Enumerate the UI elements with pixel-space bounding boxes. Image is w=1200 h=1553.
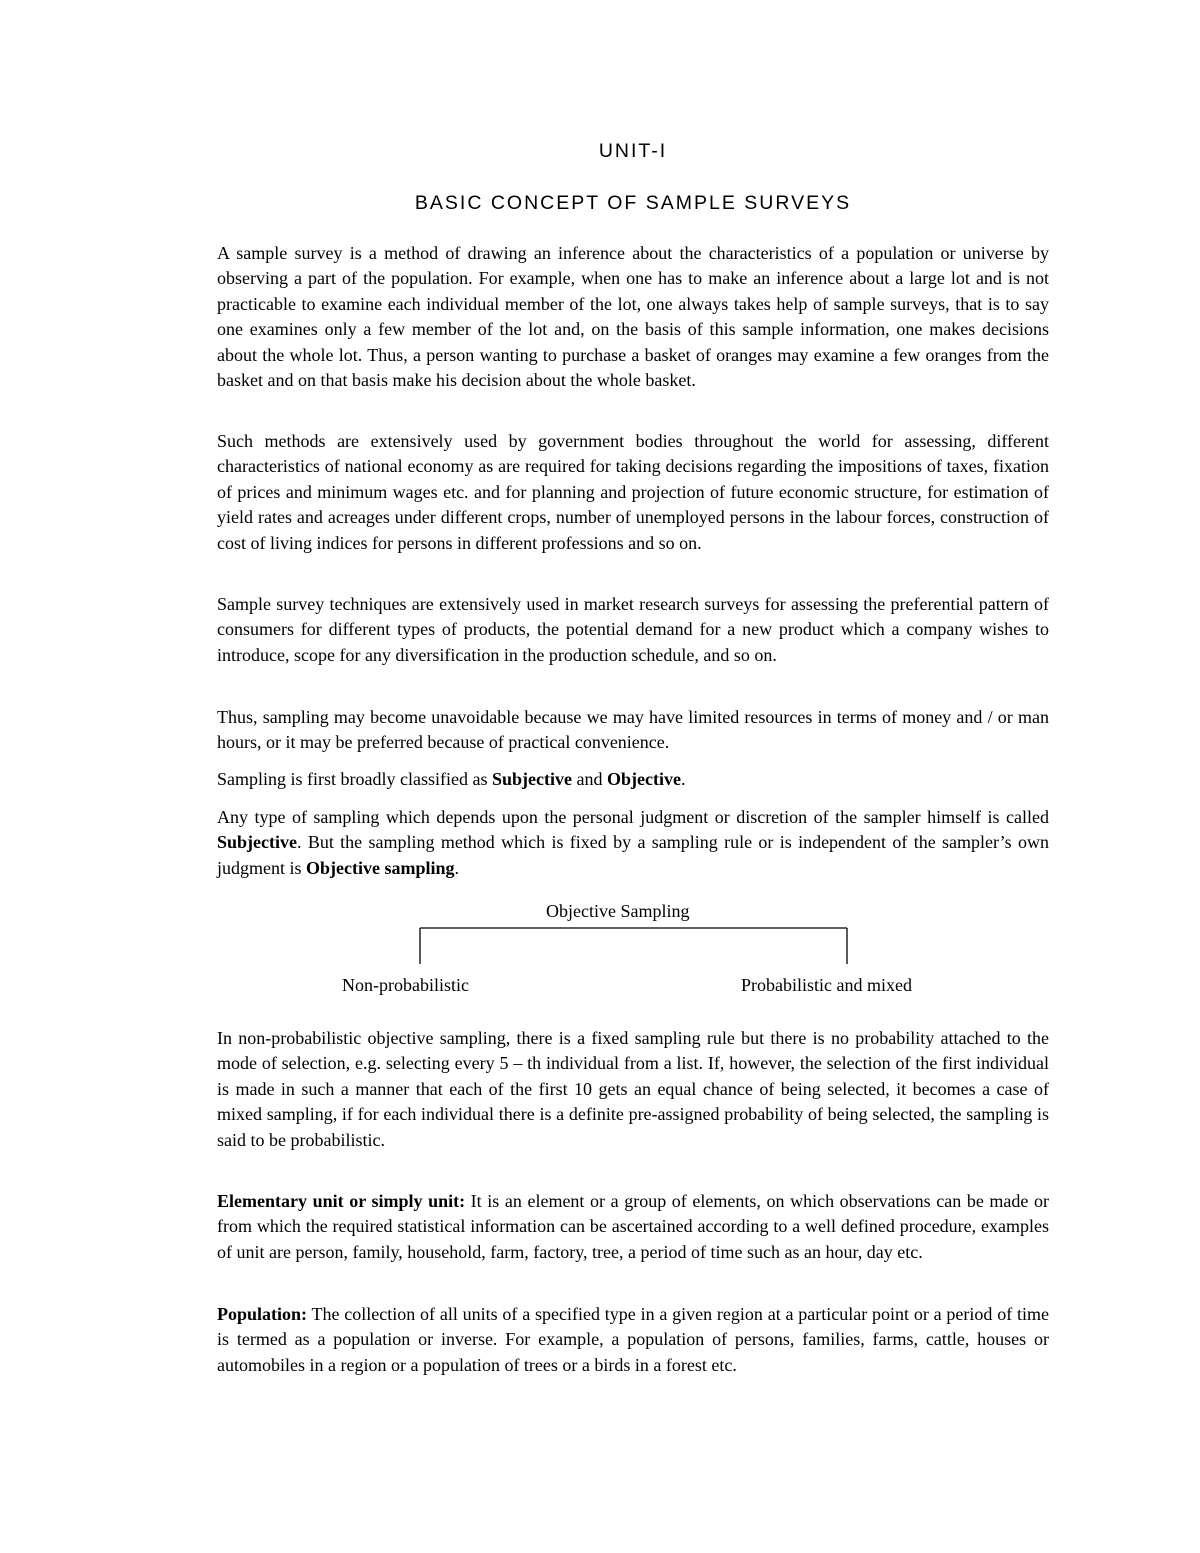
document-title: BASIC CONCEPT OF SAMPLE SURVEYS — [414, 192, 852, 214]
text-span: . But the sampling method which is fixed by a sampling rule or is independent of the sampler’s own judgment is — [217, 832, 1049, 878]
term-subjective: Subjective — [491, 769, 572, 789]
text-span: Sampling is first broadly classified as — [217, 769, 492, 789]
term-objective: Objective — [606, 769, 681, 789]
text-span: . — [454, 857, 459, 878]
text-span: . — [680, 769, 686, 789]
paragraph-population — [217, 1302, 1049, 1378]
paragraph-elementary-unit — [217, 1189, 1049, 1265]
term-population: Population: — [217, 1304, 308, 1324]
paragraph-government-use: Such methods are extensively used by government bodies throughout the world for assessing, different characteristics of national economy as are required for taking decisions regarding the impositions of taxes, fixation of prices and minimum wages etc. and for planning and projection of future economic structure, for estimation of yield rates and acreages under different crops, number of unemployed persons in the labour forces, construction of cost of living indices for persons in different professions and so on. — [217, 431, 1049, 553]
paragraph-sample-survey-definition: A sample survey is a method of drawing an inference about the characteristics of a population or universe by observing a part of the population. For example, when one has to make an inference about a large lot and is not practicable to examine each individual member of the lot, one always takes help of sample surveys, that is to say one examines only a few member of the lot and, on the basis of this sample information, one makes decisions about the whole lot. Thus, a person wanting to purchase a basket of oranges may examine a few oranges from the basket and on that basis make his decision about the whole basket. — [217, 243, 1049, 391]
diagram-root-label: Objective Sampling — [546, 901, 690, 921]
text-span: Any type of sampling which depends upon the personal judgment or discretion of the sampler himself is called — [217, 807, 1049, 827]
text-span: The collection of all units of a specified type in a given region at a particular point or a period of time is termed as a population or inverse. For example, a population of persons, families, farms, cattle, houses or automobiles in a region or a population of trees or a birds in a forest etc. — [217, 1304, 1049, 1375]
term-subjective: Subjective — [217, 832, 297, 853]
diagram-right-label: Probabilistic and mixed — [741, 975, 912, 995]
paragraph-non-probabilistic: In non-probabilistic objective sampling, there is a fixed sampling rule but there is no probability attached to the mode of selection, e.g. selecting every 5 – th individual from a list. If, however, the selection of the first individual is made in such a manner that each of the first 10 gets an equal chance of being selected, it becomes a case of mixed sampling, if for each individual there is a definite pre-assigned probability of being selected, the sampling is said to be probabilistic. — [217, 1028, 1049, 1150]
unit-title: UNIT-I — [598, 140, 668, 162]
paragraph-sampling-unavoidable: Thus, sampling may become unavoidable because we may have limited resources in terms of money and / or man hours, or it may be preferred because of practical convenience. — [217, 707, 1049, 753]
term-objective-sampling: Objective sampling — [306, 857, 455, 878]
text-span: and — [571, 769, 607, 789]
text-span: It is an element or a group of elements, on which observations can be made or from which the required statistical information can be ascertained according to a well defined procedure, examples of unit are person, family, household, farm, factory, tree, a period of time such as an hour, day etc. — [217, 1191, 1049, 1262]
term-elementary-unit: Elementary unit or simply unit: — [217, 1191, 466, 1211]
paragraph-subjective-objective-definition — [217, 805, 1049, 881]
diagram-left-label: Non-probabilistic — [342, 975, 469, 995]
paragraph-classification — [217, 767, 1049, 792]
paragraph-market-research: Sample survey techniques are extensively used in market research surveys for assessing the preferential pattern of consumers for different types of products, the potential demand for a new product which a company wishes to introduce, scope for any diversification in the production schedule, and so on. — [217, 594, 1049, 665]
